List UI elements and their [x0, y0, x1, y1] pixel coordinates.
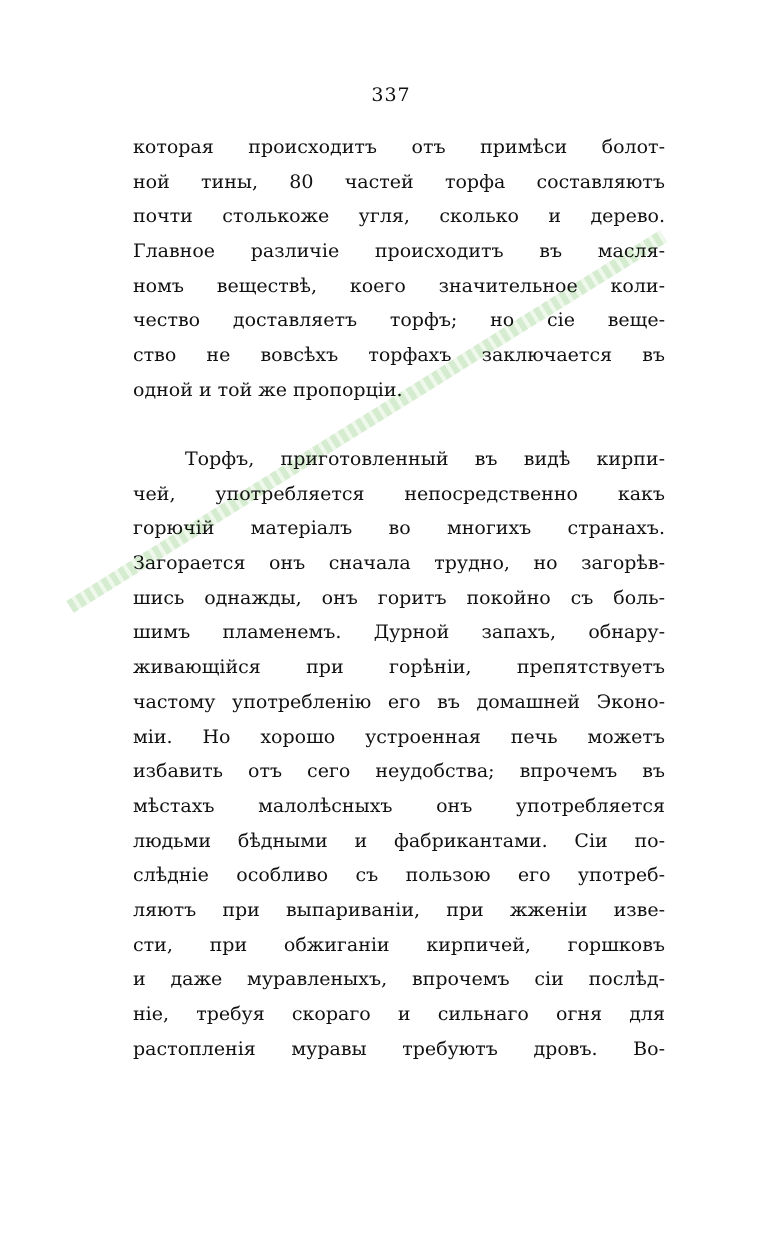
text-line: частому употребленію его въ домашней Эконо- — [133, 690, 665, 713]
text-line: шимъ пламенемъ. Дурной запахъ, обнару- — [133, 621, 665, 644]
text-line: почти столькоже угля, сколько и дерево. — [133, 205, 665, 228]
text-line: ство не вовсѣхъ торфахъ заключается въ — [133, 344, 665, 367]
text-line: Главное различіе происходитъ въ масля- — [133, 240, 665, 263]
paragraph-2 — [133, 442, 665, 1066]
text-line: ной тины, 80 частей торфа составляютъ — [133, 170, 665, 193]
text-line: ніе, требуя скораго и сильнаго огня для — [133, 1003, 665, 1025]
text-line: одной и той же пропорціи. — [133, 378, 403, 401]
text-line: чей, употребляется непосредственно какъ — [133, 482, 665, 505]
paragraph-1 — [133, 130, 665, 408]
text-line: людьми бѣдными и фабрикантами. Сіи по- — [133, 829, 665, 852]
text-line: избавить отъ сего неудобства; впрочемъ въ — [133, 760, 665, 783]
text-line: Загорается онъ сначала трудно, но загорѣв- — [133, 552, 665, 575]
text-line: и даже муравленыхъ, впрочемъ сіи послѣд- — [133, 968, 665, 991]
text-line: номъ веществѣ, коего значительное коли- — [133, 274, 665, 297]
page-number: 337 — [371, 84, 411, 106]
text-line: горючій матеріалъ во многихъ странахъ. — [133, 517, 665, 540]
text-line: которая происходитъ отъ примѣси болот- — [133, 136, 665, 158]
text-line: міи. Но хорошо устроенная печь можетъ — [133, 725, 665, 748]
text-line: шись однажды, онъ горитъ покойно съ боль- — [133, 586, 665, 609]
text-line: ляютъ при выпариваніи, при жженіи изве- — [133, 898, 665, 921]
text-line: сти, при обжиганіи кирпичей, горшковъ — [133, 933, 665, 956]
text-line: мѣстахъ малолѣсныхъ онъ употребляется — [133, 794, 665, 817]
text-line: Торфъ, приготовленный въ видѣ кирпи- — [185, 448, 665, 470]
text-line: чество доставляетъ торфъ; но сіе веще- — [133, 309, 665, 332]
text-line: слѣдніе особливо съ пользою его употреб- — [133, 864, 665, 887]
text-line: живающійся при горѣніи, препятствуетъ — [133, 656, 665, 679]
text-line: растопленія муравы требуютъ дровъ. Во- — [133, 1037, 665, 1060]
